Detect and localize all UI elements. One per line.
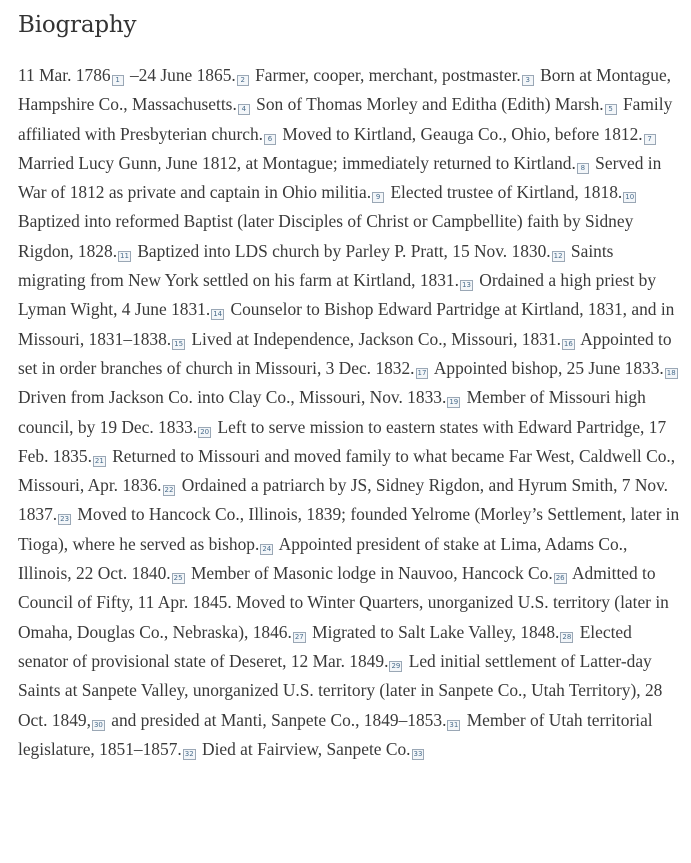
bio-sentence: Member of Utah territorial legislature, 1851–1857.: [18, 709, 653, 759]
footnote-marker[interactable]: 17: [417, 368, 427, 377]
biography-text: [18, 61, 681, 764]
footnote-marker[interactable]: 4: [238, 104, 250, 115]
footnote-marker[interactable]: 5: [605, 104, 617, 115]
footnote-marker[interactable]: 22: [164, 486, 174, 495]
footnote-marker[interactable]: 21: [94, 456, 104, 465]
bio-sentence: Ordained a patriarch by JS, Sidney Rigdon, and Hyrum Smith, 7 Nov. 1837.: [18, 475, 669, 525]
bio-sentence: Elected senator of provisional state of Deseret, 12 Mar. 1849.: [18, 621, 632, 671]
page-title: Biography: [18, 12, 137, 38]
footnote-marker[interactable]: 18: [666, 368, 676, 377]
footnote-marker[interactable]: 7: [644, 134, 656, 145]
footnote-marker[interactable]: 9: [372, 192, 384, 203]
bio-sentence: 11 Mar. 1786: [18, 65, 111, 85]
bio-sentence: Moved to Kirtland, Geauga Co., Ohio, before 1812.: [282, 123, 643, 144]
bio-sentence: and presided at Manti, Sanpete Co., 1849–1853.: [111, 709, 447, 730]
bio-sentence: Appointed president of stake at Lima, Adams Co., Illinois, 22 Oct. 1840.: [18, 533, 628, 584]
bio-sentence: Baptized into LDS church by Parley P. Pratt, 15 Nov. 1830.: [137, 240, 551, 261]
bio-sentence: Led initial settlement of Latter-day Saints at Sanpete Valley, unorganized U.S. territory (later in Sanpete Co., Utah Territory), 28 Oct. 1849,: [18, 650, 663, 730]
bio-sentence: Saints migrating from New York settled on his farm at Kirtland, 1831.: [18, 240, 614, 291]
bio-sentence: Moved to Hancock Co., Illinois, 1839; founded Yelrome (Morley’s Settlement, later in Tioga), where he served as bishop.: [18, 504, 680, 554]
bio-sentence: Member of Masonic lodge in Nauvoo, Hancock Co.: [190, 563, 553, 584]
bio-sentence: Appointed bishop, 25 June 1833.: [433, 357, 664, 378]
bio-sentence: Left to serve mission to eastern states with Edward Partridge, 17 Feb. 1835.: [18, 416, 667, 466]
bio-sentence: Admitted to Council of Fifty, 11 Apr. 1845. Moved to Winter Quarters, unorganized U.S. territory (later in Omaha, Douglas Co., Nebraska), 1846.: [18, 563, 669, 642]
footnote-marker[interactable]: 31: [449, 720, 459, 729]
bio-sentence: Served in War of 1812 as private and captain in Ohio militia.: [18, 152, 662, 203]
footnote-marker[interactable]: 30: [93, 720, 103, 729]
bio-sentence: Son of Thomas Morley and Editha (Edith) Marsh.: [256, 94, 604, 115]
bio-sentence: Born at Montague, Hampshire Co., Massachusetts.: [18, 65, 672, 115]
bio-sentence: Driven from Jackson Co. into Clay Co., Missouri, Nov. 1833.: [18, 387, 447, 408]
footnote-marker[interactable]: 19: [449, 398, 459, 407]
footnote-marker[interactable]: 27: [294, 632, 304, 641]
bio-sentence: –24 June 1865.: [129, 65, 236, 85]
bio-sentence: Migrated to Salt Lake Valley, 1848.: [312, 621, 560, 642]
footnote-marker[interactable]: 10: [625, 193, 635, 202]
footnote-marker[interactable]: 26: [555, 574, 565, 583]
footnote-marker[interactable]: 2: [237, 75, 249, 86]
bio-sentence: Member of Missouri high council, by 19 Dec. 1833.: [18, 387, 646, 437]
bio-sentence: Lived at Independence, Jackson Co., Missouri, 1831.: [191, 328, 561, 349]
bio-sentence: Appointed to set in order branches of church in Missouri, 3 Dec. 1832.: [18, 328, 672, 378]
footnote-marker[interactable]: 13: [461, 281, 471, 290]
footnote-marker[interactable]: 3: [522, 75, 534, 86]
bio-sentence: Baptized into reformed Baptist (later Disciples of Christ or Campbellite) faith by Sidney Rigdon, 1828.: [18, 211, 634, 261]
footnote-marker[interactable]: 33: [413, 749, 423, 758]
bio-sentence: Returned to Missouri and moved family to what became Far West, Caldwell Co., Missouri, Apr. 1836.: [18, 445, 676, 496]
footnote-marker[interactable]: 25: [173, 574, 183, 583]
bio-sentence: Family affiliated with Presbyterian church.: [18, 94, 673, 144]
bio-sentence: Farmer, cooper, merchant, postmaster.: [255, 65, 521, 85]
footnote-marker[interactable]: 6: [264, 134, 276, 145]
footnote-marker[interactable]: 12: [553, 251, 563, 260]
footnote-marker[interactable]: 15: [174, 339, 184, 348]
footnote-marker[interactable]: 32: [184, 749, 194, 758]
bio-sentence: Died at Fairview, Sanpete Co.: [202, 738, 411, 759]
bio-sentence: Counselor to Bishop Edward Partridge at Kirtland, 1831, and in Missouri, 1831–1838.: [18, 299, 675, 349]
bio-sentence: Married Lucy Gunn, June 1812, at Montague; immediately returned to Kirtland.: [18, 152, 576, 173]
footnote-marker[interactable]: 29: [391, 661, 401, 670]
footnote-marker[interactable]: 1: [112, 75, 124, 86]
footnote-marker[interactable]: 16: [563, 339, 573, 348]
footnote-marker[interactable]: 20: [200, 427, 210, 436]
bio-sentence: Elected trustee of Kirtland, 1818.: [390, 182, 623, 203]
footnote-marker[interactable]: 28: [562, 632, 572, 641]
footnote-marker[interactable]: 23: [60, 515, 70, 524]
bio-sentence: Ordained a high priest by Lyman Wight, 4 June 1831.: [18, 270, 657, 320]
footnote-marker[interactable]: 8: [577, 163, 589, 174]
footnote-marker[interactable]: 14: [213, 310, 223, 319]
footnote-marker[interactable]: 24: [262, 544, 272, 553]
footnote-marker[interactable]: 11: [120, 251, 129, 260]
